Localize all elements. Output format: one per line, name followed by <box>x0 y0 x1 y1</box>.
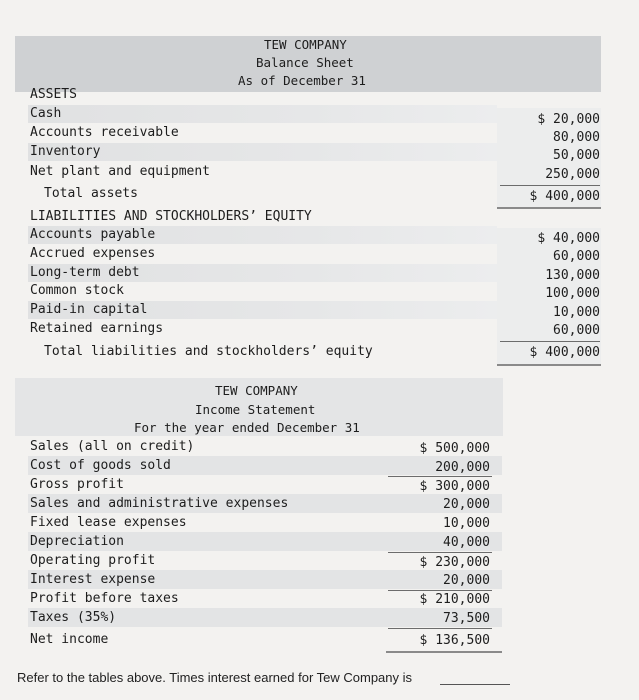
total-liabilities-label: Total liabilities and stockholders’ equity <box>44 344 373 359</box>
income-row-label: Interest expense <box>30 572 156 587</box>
liability-label: Accrued expenses <box>30 246 156 261</box>
asset-label: Accounts receivable <box>30 125 179 140</box>
income-row-label: Net income <box>30 632 109 647</box>
asset-label: Net plant and equipment <box>30 164 211 179</box>
liability-label: Accounts payable <box>30 227 156 242</box>
asset-label: Inventory <box>30 144 101 159</box>
income-row-label: Sales and administrative expenses <box>30 496 289 511</box>
asset-value: $ 20,000 <box>537 112 600 127</box>
income-row-value: 200,000 <box>435 460 490 475</box>
liability-label: Paid-in capital <box>30 302 148 317</box>
asset-value: 50,000 <box>553 148 600 163</box>
income-row-value: 73,500 <box>443 611 490 626</box>
income-row-value: 20,000 <box>443 497 490 512</box>
income-row-value: $ 210,000 <box>419 592 490 607</box>
liability-value: 130,000 <box>545 268 600 283</box>
subtotal-rule <box>500 185 600 186</box>
liability-label: Common stock <box>30 283 124 298</box>
liabilities-heading: LIABILITIES AND STOCKHOLDERS’ EQUITY <box>30 209 312 224</box>
income-row-value: $ 136,500 <box>419 633 490 648</box>
income-row-value: 10,000 <box>443 516 490 531</box>
liability-value: 10,000 <box>553 305 600 320</box>
income-statement-header <box>15 378 503 436</box>
income-row-label: Cost of goods sold <box>30 458 171 473</box>
balance-sheet-company: TEW COMPANY <box>264 37 347 52</box>
subtotal-rule <box>388 628 492 629</box>
total-assets-label: Total assets <box>44 186 138 201</box>
income-row-label: Gross profit <box>30 477 124 492</box>
total-liabilities-value: $ 400,000 <box>529 345 600 360</box>
income-row-value: 20,000 <box>443 573 490 588</box>
total-rule <box>497 207 601 209</box>
liability-value: 60,000 <box>553 323 600 338</box>
income-statement-period: For the year ended December 31 <box>134 420 360 435</box>
income-row-value: $ 500,000 <box>419 441 490 456</box>
income-row-label: Sales (all on credit) <box>30 439 195 454</box>
liability-label: Retained earnings <box>30 321 164 336</box>
income-statement-company: TEW COMPANY <box>215 383 298 398</box>
liability-value: 60,000 <box>553 249 600 264</box>
total-rule <box>386 651 502 653</box>
question-text: Refer to the tables above. Times interest earned for Tew Company is <box>17 670 413 685</box>
liability-value: 100,000 <box>545 286 600 301</box>
income-statement-title: Income Statement <box>195 402 316 417</box>
balance-sheet-date: As of December 31 <box>238 73 366 88</box>
subtotal-rule <box>500 341 600 342</box>
income-row-label: Taxes (35%) <box>30 610 117 625</box>
income-row-label: Fixed lease expenses <box>30 515 187 530</box>
income-row-label: Depreciation <box>30 534 124 549</box>
subtotal-rule <box>388 552 492 553</box>
asset-value: 250,000 <box>545 167 600 182</box>
balance-sheet-header <box>15 36 601 92</box>
income-row-label: Profit before taxes <box>30 591 179 606</box>
income-row-value: $ 230,000 <box>419 555 490 570</box>
income-row-label: Operating profit <box>30 553 156 568</box>
total-rule <box>497 364 601 366</box>
answer-blank[interactable] <box>440 684 510 685</box>
income-row-value: $ 300,000 <box>419 479 490 494</box>
income-row-value: 40,000 <box>443 535 490 550</box>
balance-sheet-title: Balance Sheet <box>256 55 354 70</box>
subtotal-rule <box>388 590 492 591</box>
assets-heading: ASSETS <box>30 87 77 102</box>
liability-value: $ 40,000 <box>537 231 600 246</box>
asset-value: 80,000 <box>553 130 600 145</box>
liability-label: Long-term debt <box>30 265 140 280</box>
total-assets-value: $ 400,000 <box>529 189 600 204</box>
asset-label: Cash <box>30 106 62 121</box>
subtotal-rule <box>388 476 492 477</box>
row-band <box>28 105 497 123</box>
